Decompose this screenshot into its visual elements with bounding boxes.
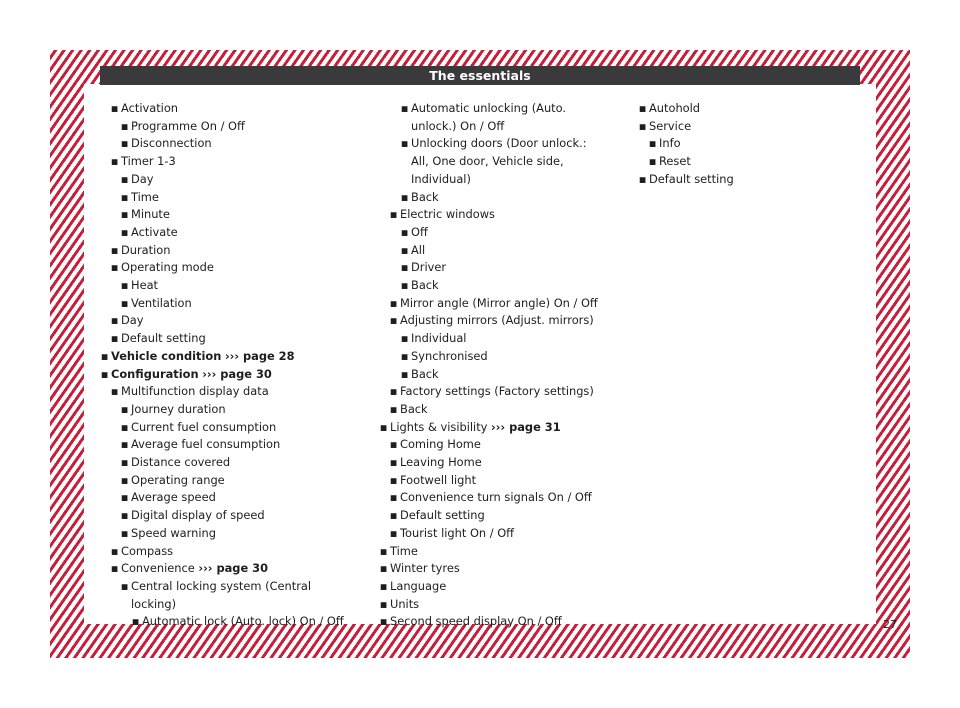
menu-item	[111, 259, 351, 277]
menu-item-label: Reset	[659, 154, 691, 169]
menu-item	[121, 224, 351, 242]
menu-item-label: Second speed display On / Off	[390, 614, 562, 629]
menu-item-label: Default setting	[400, 508, 485, 523]
menu-item-label: Journey duration	[131, 401, 226, 416]
menu-item	[380, 596, 600, 614]
menu-item-label: Ventilation	[131, 295, 192, 310]
menu-item	[111, 330, 351, 348]
menu-item	[380, 613, 600, 631]
menu-item-label: Time	[131, 189, 159, 204]
menu-item	[390, 401, 600, 419]
menu-item	[121, 206, 351, 224]
menu-item-label: Day	[131, 171, 154, 186]
menu-item	[111, 560, 351, 578]
menu-item	[121, 118, 351, 136]
menu-item	[121, 525, 351, 543]
menu-item-label: Activation	[121, 101, 179, 115]
menu-item-label: Operating range	[131, 472, 225, 487]
menu-item-label: Units	[390, 596, 420, 611]
menu-item-label: Programme On / Off	[131, 118, 245, 133]
menu-item-label: Driver	[411, 260, 447, 275]
menu-item-label: Factory settings (Factory settings)	[400, 384, 594, 399]
menu-item-label: Convenience turn signals On / Off	[400, 490, 592, 505]
menu-item	[401, 348, 600, 366]
menu-item	[639, 171, 829, 189]
menu-item	[111, 242, 351, 260]
menu-item	[121, 578, 351, 613]
menu-column-2	[370, 100, 600, 631]
menu-item-label: Operating mode	[121, 260, 214, 275]
menu-item	[401, 259, 600, 277]
menu-item	[390, 489, 600, 507]
menu-item-label: Vehicle condition	[111, 348, 222, 363]
menu-item-label: Activate	[131, 224, 178, 239]
menu-item-label: Synchronised	[411, 348, 488, 363]
page-reference-link[interactable]: ››› page 31	[491, 419, 561, 434]
menu-item	[390, 295, 600, 313]
menu-item	[380, 560, 600, 578]
menu-item-label: Heat	[131, 278, 159, 293]
menu-item	[121, 171, 351, 189]
menu-item	[121, 489, 351, 507]
menu-item-label: Leaving Home	[400, 455, 482, 470]
menu-item-label: Timer 1-3	[121, 154, 176, 169]
menu-item	[390, 312, 600, 330]
menu-item	[401, 242, 600, 260]
page-reference-link[interactable]: ››› page 28	[224, 348, 295, 363]
menu-item	[380, 419, 600, 437]
menu-item	[132, 613, 351, 631]
page-reference-link[interactable]: ››› page 30	[202, 366, 272, 381]
menu-item	[111, 383, 351, 401]
menu-item	[649, 153, 829, 171]
menu-item-label: Off	[411, 224, 428, 239]
menu-item-label: Info	[659, 136, 681, 151]
menu-item	[401, 277, 600, 295]
menu-item-label: Duration	[121, 242, 171, 257]
menu-item-label: Configuration	[111, 366, 199, 381]
menu-item-label: Compass	[121, 543, 174, 558]
menu-item-label: Electric windows	[400, 207, 495, 222]
menu-item	[121, 436, 351, 454]
menu-item	[121, 135, 351, 153]
menu-item-label: Back	[411, 189, 439, 204]
menu-item-label: Unlocking doors (Door unlock.: All, One door, Vehicle side, Individual)	[411, 136, 587, 186]
menu-item-label: Mirror angle (Mirror angle) On / Off	[400, 295, 598, 310]
menu-item-label: Default setting	[649, 171, 734, 186]
menu-item	[390, 383, 600, 401]
menu-item-label: Speed warning	[131, 525, 216, 540]
menu-item	[121, 454, 351, 472]
menu-item	[380, 543, 600, 561]
menu-item-label: Back	[400, 401, 428, 416]
menu-item	[639, 118, 829, 136]
menu-item	[121, 507, 351, 525]
menu-item	[639, 100, 829, 118]
menu-item-label: Coming Home	[400, 437, 481, 452]
menu-item	[111, 153, 351, 171]
menu-item	[390, 436, 600, 454]
menu-item	[121, 277, 351, 295]
menu-item	[390, 507, 600, 525]
menu-column-1	[101, 100, 351, 631]
menu-item-label: Back	[411, 278, 439, 293]
menu-item	[121, 189, 351, 207]
menu-item	[401, 330, 600, 348]
menu-item	[101, 366, 351, 384]
menu-column-3	[629, 100, 829, 189]
menu-item-label: Footwell light	[400, 472, 477, 487]
menu-item-label: Central locking system (Central locking)	[131, 578, 312, 611]
menu-item	[649, 135, 829, 153]
menu-item-label: Minute	[131, 207, 170, 222]
menu-item-label: Distance covered	[131, 455, 231, 470]
menu-item	[111, 543, 351, 561]
menu-item	[380, 578, 600, 596]
menu-item-label: Average fuel consumption	[131, 437, 281, 452]
menu-item-label: Disconnection	[131, 136, 212, 151]
page-reference-link[interactable]: ››› page 30	[198, 561, 268, 576]
menu-item	[390, 206, 600, 224]
menu-item-label: Adjusting mirrors (Adjust. mirrors)	[400, 313, 594, 328]
menu-item	[390, 472, 600, 490]
menu-item	[111, 312, 351, 330]
menu-item	[101, 348, 351, 366]
menu-item-label: Back	[411, 366, 439, 381]
menu-item-label: Multifunction display data	[121, 384, 269, 399]
menu-item-label: Individual	[411, 331, 467, 346]
menu-item	[401, 100, 600, 135]
menu-item-label: Current fuel consumption	[131, 419, 277, 434]
menu-item-label: Automatic lock (Auto. lock) On / Off	[142, 614, 344, 629]
menu-item	[121, 295, 351, 313]
menu-item	[401, 366, 600, 384]
menu-item-label: Lights & visibility	[390, 419, 488, 434]
menu-item	[401, 189, 600, 207]
menu-item	[121, 472, 351, 490]
menu-item-label: Day	[121, 313, 144, 328]
menu-item	[390, 454, 600, 472]
menu-item	[401, 135, 600, 188]
menu-item-label: Autohold	[649, 101, 701, 115]
menu-item-label: Default setting	[121, 331, 206, 346]
menu-item-label: Time	[390, 543, 418, 558]
menu-item-label: Digital display of speed	[131, 508, 265, 523]
menu-item	[121, 401, 351, 419]
menu-item-label: Average speed	[131, 490, 216, 505]
section-header: The essentials	[100, 66, 860, 85]
menu-item	[401, 224, 600, 242]
menu-item-label: Automatic unlocking (Auto. unlock.) On / Off	[411, 101, 567, 133]
menu-item-label: Language	[390, 578, 447, 593]
menu-item-label: Winter tyres	[390, 561, 460, 576]
menu-item-label: Service	[649, 118, 692, 133]
menu-item-label: Tourist light On / Off	[400, 525, 515, 540]
menu-item	[111, 100, 351, 118]
menu-item-label: All	[411, 242, 426, 257]
menu-item-label: Convenience	[121, 561, 195, 576]
menu-item	[121, 419, 351, 437]
menu-item	[390, 525, 600, 543]
page-number: 27	[883, 618, 897, 631]
